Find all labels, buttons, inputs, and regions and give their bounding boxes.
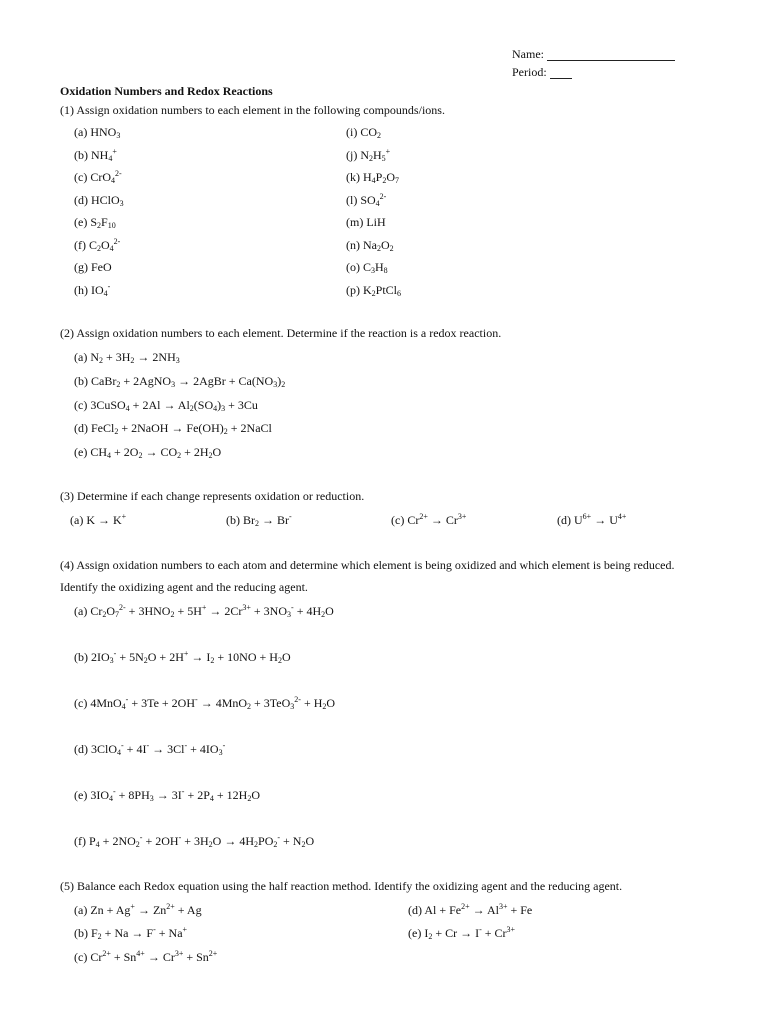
name-label: Name:	[512, 47, 544, 61]
q4-item-e: (e) $3IO_4^- + 8PH_3 \to 3I^- + 2P_4 + 12H_2O$	[74, 787, 260, 803]
q3-item-d: (d) $U^{6+} \to U^{4+}$	[557, 512, 627, 527]
q1-item-m: (m) LiH	[346, 215, 386, 229]
q1-prompt: (1) Assign oxidation numbers to each element in the following compounds/ions.	[60, 103, 445, 117]
q4-item-a: (a) $Cr_2O_7^{2-} + 3HNO_2 + 5H^+ \to 2Cr^{3+} + 3NO_3^- + 4H_2O$	[74, 603, 334, 619]
q4-item-f: (f) $P_4 + 2NO_2^- + 2OH^- + 3H_2O \to 4H_2PO_2^- + N_2O$	[74, 833, 315, 849]
q1-item-i: (i) $CO_2$	[346, 125, 381, 140]
q5-item-d: (d) $Al + Fe^{2+} \to Al^{3+} + Fe$	[408, 902, 533, 917]
q1-item-b: (b) $NH_4^+$	[74, 147, 117, 163]
q5-item-a: (a) $Zn + Ag^+ \to Zn^{2+} + Ag$	[74, 902, 202, 917]
name-field[interactable]	[512, 47, 675, 61]
q1-item-g: (g) FeO	[74, 260, 112, 274]
period-field[interactable]	[512, 65, 572, 79]
q2-item-b: (b) CaBr$_2$ + 2AgNO$_3$ → 2AgBr + $Ca(NO_3)_2$	[74, 374, 286, 389]
q4-prompt-line1: (4) Assign oxidation numbers to each atom and determine which element is being oxidized and which element is being reduced.	[60, 558, 675, 572]
q5-item-e: (e) $I_2 + Cr \to I^- + Cr^{3+}$	[408, 925, 516, 941]
q4-item-d: (d) $3ClO_4^- + 4I^- \to 3Cl^- + 4IO_3^-$	[74, 741, 226, 757]
q1-item-d: (d) HClO$_3$	[74, 193, 124, 208]
q4-item-b: (b) $2IO_3^- + 5N_2O + 2H^+ \to I_2 + 10NO + H_2O$	[74, 649, 291, 665]
q4-item-c: (c) $4MnO_4^- + 3Te + 2OH^- \to 4MnO_2 + 3TeO_3^{2-} + H_2O$	[74, 695, 336, 711]
period-label: Period:	[512, 65, 547, 79]
q1-item-k: (k) $H_4P_2O_7$	[346, 170, 400, 185]
q2-item-e: (e) $CH_4 + 2O_2 \to CO_2 + 2H_2O$	[74, 445, 222, 460]
q3-item-a: (a) K → K+	[70, 512, 127, 527]
q5-item-b: (b) $F_2 + Na \to F^- + Na^+$	[74, 925, 188, 941]
page-title: Oxidation Numbers and Redox Reactions	[60, 84, 273, 98]
q1-item-c: (c) CrO$_4^{2-}$	[74, 169, 122, 185]
q3-item-c: (c) $Cr^{2+} \to Cr^{3+}$	[391, 512, 467, 527]
q1-item-o: (o) $C_3H_8$	[346, 260, 388, 275]
q5-item-c: (c) $Cr^{2+} + Sn^{4+} \to Cr^{3+} + Sn^{2+}$	[74, 949, 218, 964]
q1-item-l: (l) $SO_4^{2-}$	[346, 192, 387, 208]
q2-prompt: (2) Assign oxidation numbers to each element. Determine if the reaction is a redox reaction.	[60, 326, 502, 340]
q1-item-n: (n) $Na_2O_2$	[346, 238, 394, 253]
q1-item-p: (p) $K_2PtCl_6$	[346, 283, 402, 298]
name-blank[interactable]	[547, 49, 675, 61]
q3-item-b: (b) $Br_2 \to Br^-$	[226, 512, 292, 528]
q2-item-a: (a) $N_2 + 3H_2 \to 2NH_3$	[74, 350, 180, 365]
q1-item-f: (f) $C_2O_4^{2-}$	[74, 237, 121, 253]
q2-item-d: (d) FeCl$_2$ + 2NaOH → $Fe(OH)_2$ + 2NaCl	[74, 421, 272, 436]
q1-item-j: (j) $N_2H_5^+$	[346, 147, 391, 163]
q3-prompt: (3) Determine if each change represents oxidation or reduction.	[60, 489, 365, 503]
q1-item-h: (h) $IO_4^-$	[74, 282, 111, 298]
q5-prompt: (5) Balance each Redox equation using the half reaction method. Identify the oxidizing agent and the reducing agent.	[60, 879, 623, 893]
q1-item-a: (a) $HNO_3$	[74, 125, 121, 140]
q4-prompt-line2: Identify the oxidizing agent and the reducing agent.	[60, 580, 308, 594]
q1-item-e: (e) $S_2F_{10}$	[74, 215, 116, 230]
q2-item-c: (c) 3CuSO$_4$ + $2Al \to Al_2(SO_4)_3 + 3Cu$	[74, 398, 258, 413]
period-blank[interactable]	[550, 67, 572, 79]
